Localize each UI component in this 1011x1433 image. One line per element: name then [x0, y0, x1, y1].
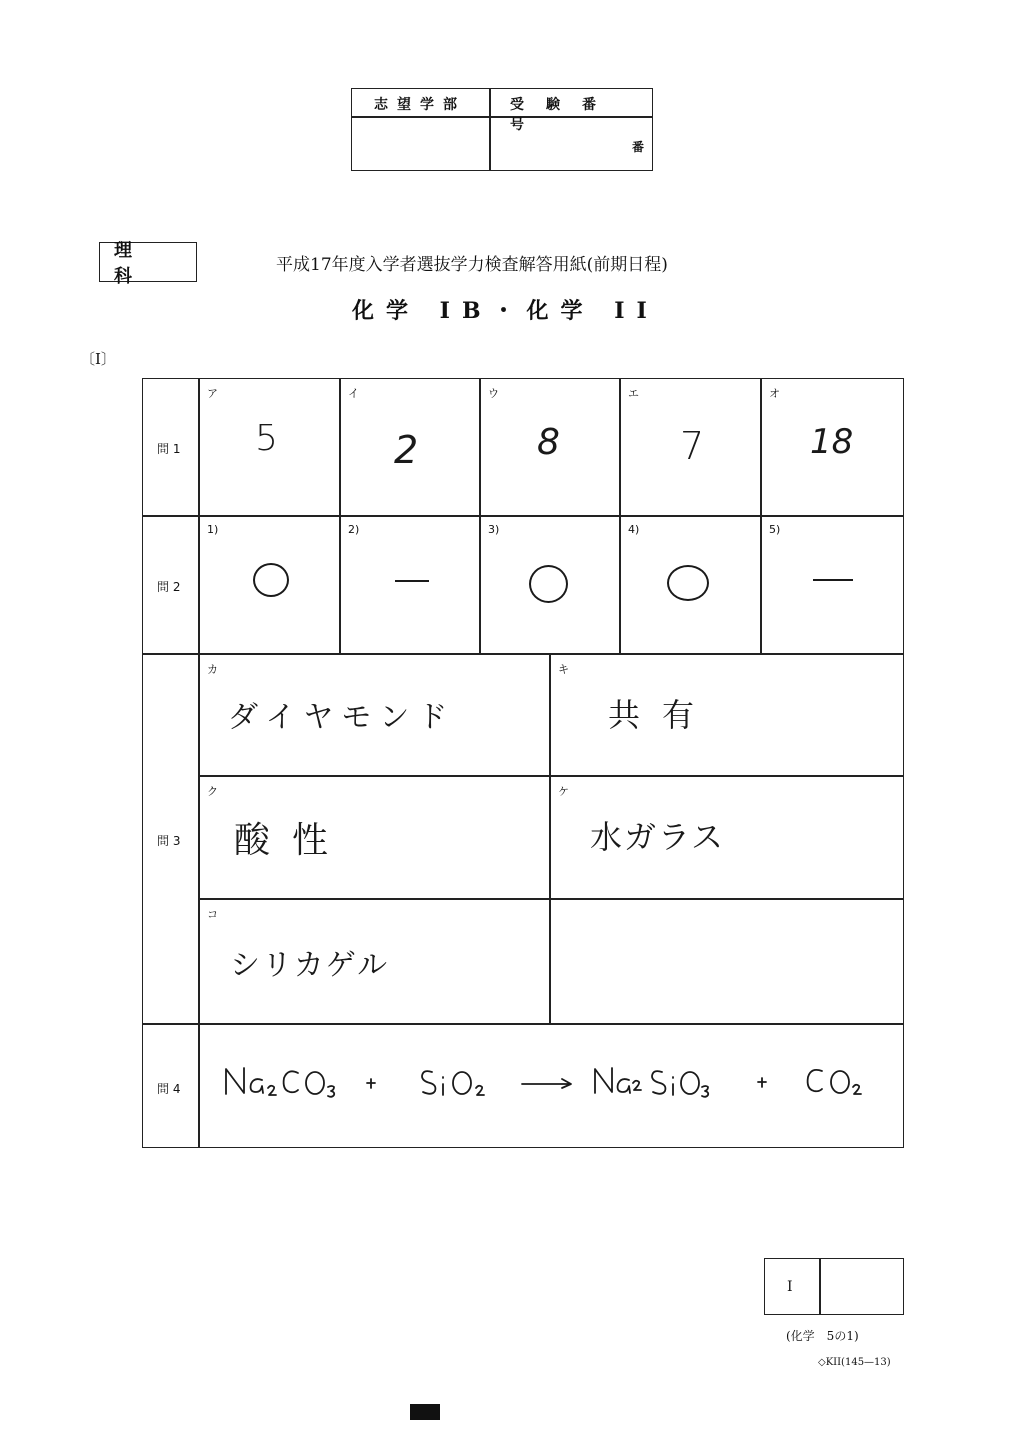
registration-mark: [410, 1404, 440, 1420]
q2-answer-3-circle-mark[interactable]: [529, 565, 568, 603]
faculty-field[interactable]: [352, 118, 488, 170]
q1-key-e: エ: [628, 387, 639, 400]
q1-key-u: ウ: [488, 387, 499, 400]
exam-number-field[interactable]: [491, 118, 629, 170]
q1-answer-u[interactable]: 8: [537, 422, 560, 463]
q2-answer-4-circle-mark[interactable]: [667, 565, 709, 601]
grid-line: [142, 1023, 904, 1025]
q3-answer-ka[interactable]: ダイヤモンド: [228, 700, 456, 735]
score-section-label: I: [787, 1279, 793, 1295]
exam-title: 平成17年度入学者選抜学力検査解答用紙(前期日程): [276, 255, 668, 275]
question-1-label: 問 1: [157, 442, 181, 456]
question-4-label: 問 4: [157, 1082, 181, 1096]
question-3-label: 問 3: [157, 834, 181, 848]
section-label: 〔I〕: [80, 350, 116, 368]
q3-answer-ke[interactable]: 水ガラス: [590, 818, 726, 856]
grid-line: [549, 653, 551, 1023]
q3-answer-ki[interactable]: 共有: [608, 696, 717, 734]
q1-key-i: イ: [348, 387, 359, 400]
q3-key-ku: ク: [207, 785, 218, 798]
main-title: 化学 IB・化学 II: [352, 298, 659, 324]
grid-line: [619, 378, 621, 654]
grid-line: [142, 653, 904, 655]
q2-answer-1-circle-mark[interactable]: [253, 563, 289, 597]
grid-line: [198, 775, 904, 777]
grid-line: [339, 378, 341, 654]
grid-line: [142, 515, 904, 517]
q3-key-ki: キ: [558, 663, 569, 676]
subject-box: 理 科: [99, 242, 197, 282]
applicant-info-box: [351, 88, 653, 171]
q2-key-1: 1): [207, 523, 219, 536]
q2-key-2: 2): [348, 523, 360, 536]
q1-answer-e[interactable]: 7: [680, 424, 705, 468]
page-note: (化学 5の1): [786, 1329, 859, 1343]
q3-key-ko: コ: [207, 908, 218, 921]
q1-answer-i[interactable]: 2: [394, 428, 419, 472]
grid-line: [760, 378, 762, 654]
q1-key-a: ア: [207, 387, 218, 400]
exam-number-label: 受験番号: [510, 97, 618, 133]
q3-answer-ko[interactable]: シリカゲル: [230, 948, 390, 983]
q1-answer-o[interactable]: 18: [810, 422, 854, 462]
question-2-label: 問 2: [157, 580, 181, 594]
q2-key-4: 4): [628, 523, 640, 536]
q3-key-ka: カ: [207, 663, 218, 676]
q2-key-3: 3): [488, 523, 500, 536]
code-note: ◇KII(145—13): [818, 1357, 891, 1368]
number-suffix: 番: [632, 140, 645, 154]
grid-line: [198, 378, 200, 1148]
answer-grid: [142, 378, 904, 1148]
faculty-label: 志望学部: [374, 97, 466, 113]
q3-key-ke: ケ: [558, 785, 569, 798]
score-field[interactable]: [821, 1259, 903, 1314]
q2-answer-5-dash-mark[interactable]: [813, 579, 853, 581]
q2-answer-2-dash-mark[interactable]: [395, 580, 429, 582]
grid-line: [198, 898, 904, 900]
q1-answer-a[interactable]: 5: [255, 418, 278, 459]
score-box: [764, 1258, 904, 1315]
grid-line: [479, 378, 481, 654]
q4-equation-handwriting[interactable]: [210, 1055, 890, 1115]
q3-answer-ku[interactable]: 酸性: [234, 820, 351, 861]
q1-key-o: オ: [769, 387, 780, 400]
q2-key-5: 5): [769, 523, 781, 536]
